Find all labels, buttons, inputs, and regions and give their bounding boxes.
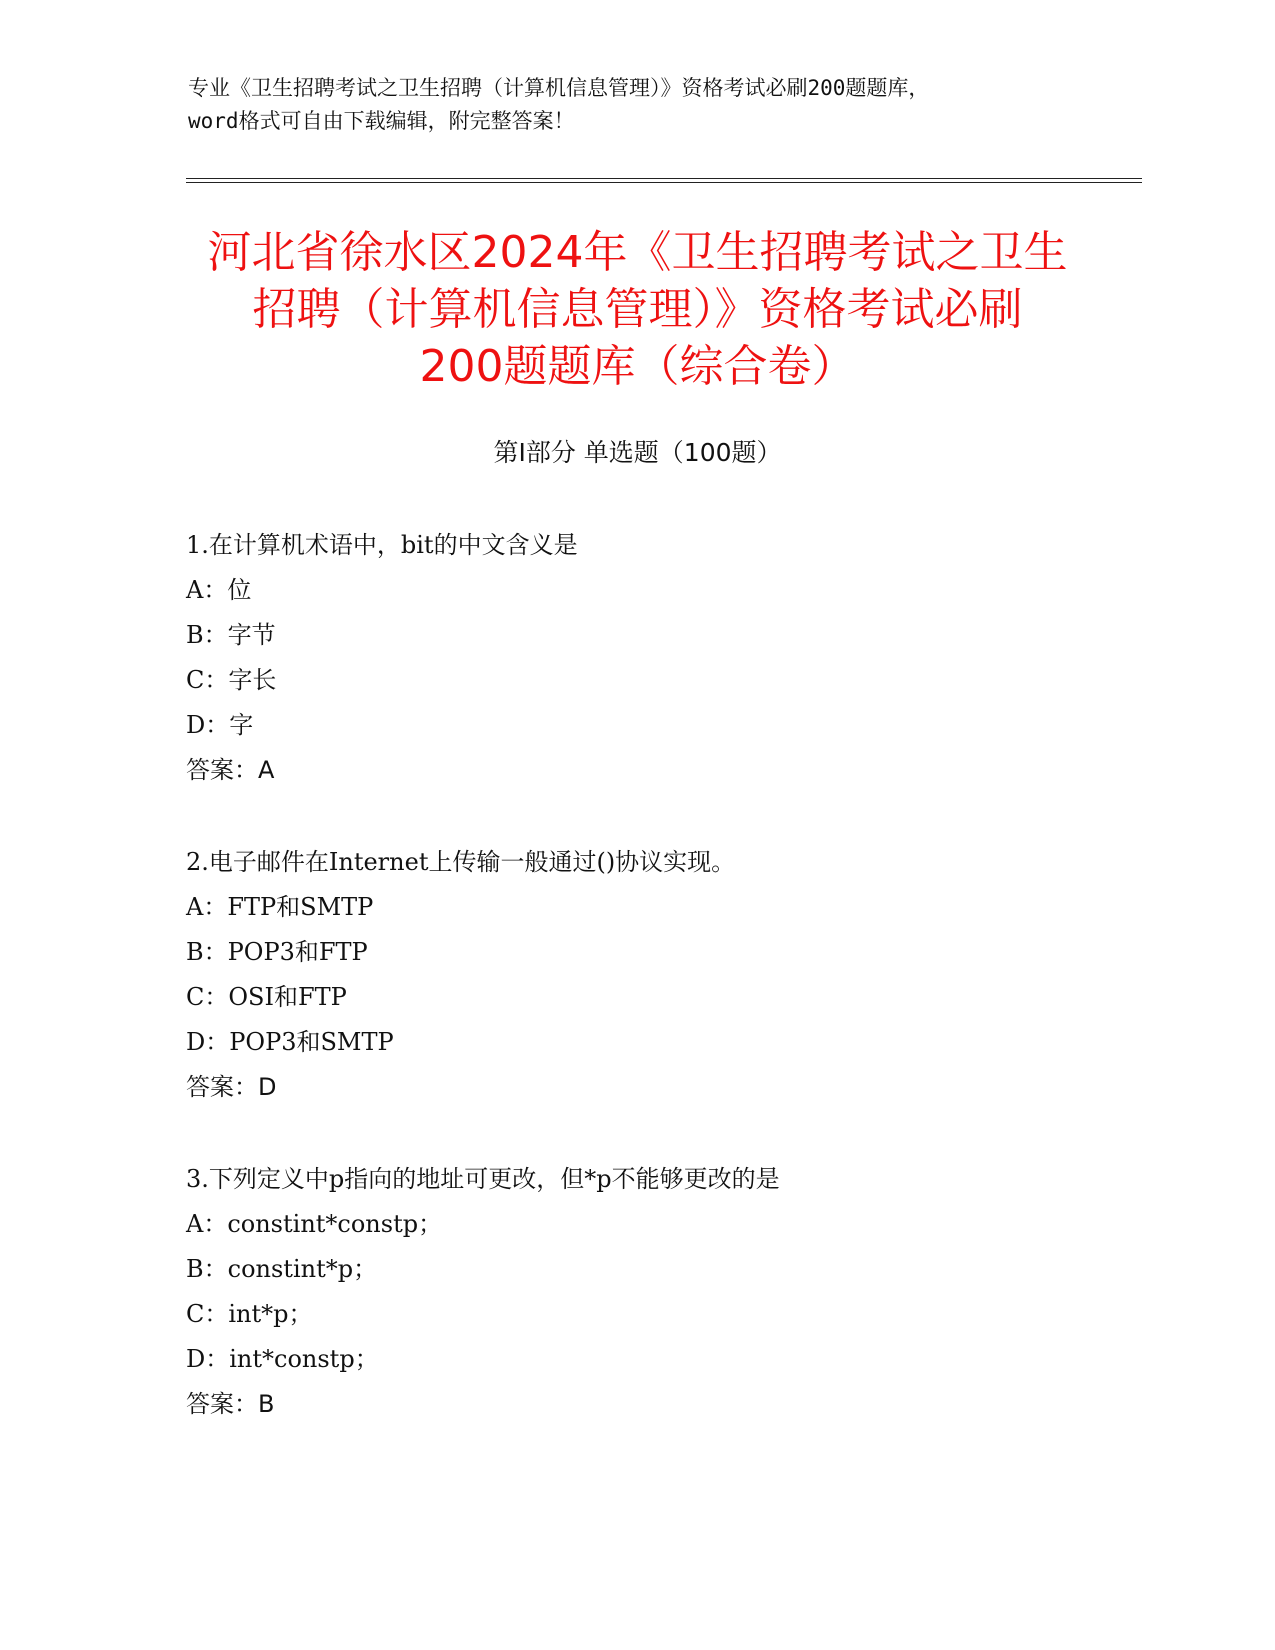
option-b: B：POP3和FTP [186, 938, 368, 966]
option-d: D：POP3和SMTP [186, 1028, 394, 1056]
option-a: A：位 [186, 576, 252, 604]
section-heading: 第Ⅰ部分 单选题（100题） [493, 438, 782, 467]
question-2 [186, 840, 1186, 1110]
document-title-line-2: 招聘（计算机信息管理）》资格考试必刷 [252, 284, 1023, 335]
question-stem: 3.下列定义中p指向的地址可更改，但*p不能够更改的是 [186, 1165, 780, 1193]
option-c: C：int*p； [186, 1300, 313, 1328]
header-note-line-2: word格式可自由下载编辑，附完整答案！ [188, 109, 575, 133]
answer: 答案：A [186, 756, 275, 784]
document-title [160, 224, 1115, 395]
option-a: A：FTP和SMTP [186, 893, 374, 921]
option-b: B：constint*p； [186, 1255, 378, 1283]
option-d: D：字 [186, 711, 254, 739]
header-divider [186, 178, 1142, 183]
answer: 答案：B [186, 1390, 275, 1418]
option-a: A：constint*constp； [186, 1210, 443, 1238]
header-note-line-1: 专业《卫生招聘考试之卫生招聘（计算机信息管理）》资格考试必刷200题题库， [188, 76, 930, 100]
question-stem: 1.在计算机术语中，bit的中文含义是 [186, 531, 578, 559]
header-note [188, 72, 1088, 138]
option-d: D：int*constp； [186, 1345, 379, 1373]
document-title-line-3: 200题题库（综合卷） [419, 341, 856, 392]
question-1 [186, 523, 1186, 793]
answer: 答案：D [186, 1073, 277, 1101]
document-title-line-1: 河北省徐水区2024年《卫生招聘考试之卫生 [207, 227, 1068, 278]
question-stem: 2.电子邮件在Internet上传输一般通过()协议实现。 [186, 848, 736, 876]
option-b: B：字节 [186, 621, 276, 649]
option-c: C：OSI和FTP [186, 983, 347, 1011]
question-3 [186, 1157, 1186, 1427]
option-c: C：字长 [186, 666, 277, 694]
